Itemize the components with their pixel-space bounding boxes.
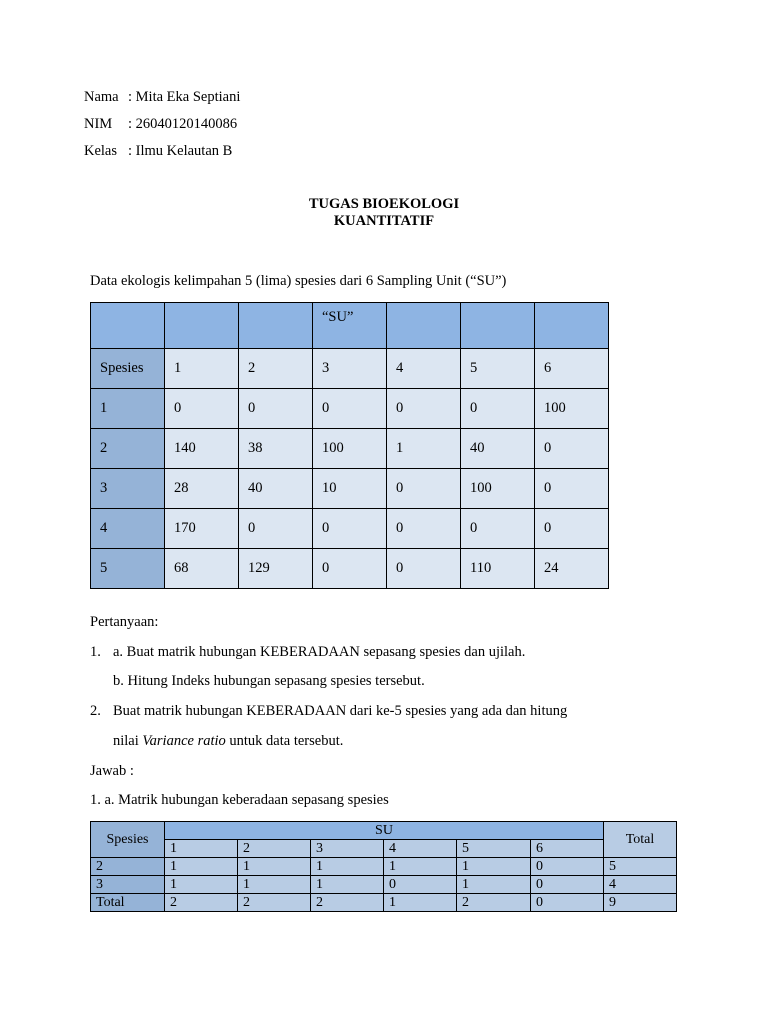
- table-row: 4 170 0 0 0 0 0: [91, 509, 609, 549]
- intro-text: Data ekologis kelimpahan 5 (lima) spesies dari 6 Sampling Unit (“SU”): [90, 273, 507, 289]
- table-header-row: [91, 822, 677, 840]
- title-line-1: TUGAS BIOEKOLOGI: [308, 196, 460, 212]
- su-header: “SU”: [313, 303, 387, 349]
- info-row-nim: [84, 115, 240, 142]
- nama-value: : Mita Eka Septiani: [128, 89, 241, 105]
- table-row: 5 68 129 0 0 110 24: [91, 549, 609, 589]
- nim-label: NIM: [84, 116, 113, 132]
- presence-matrix-table: [90, 821, 677, 912]
- question-1a: 1. a. Buat matrik hubungan KEBERADAAN sepasang spesies dan ujilah.: [90, 644, 526, 660]
- table-subheader-row: 1 2 3 4 5 6: [91, 840, 677, 858]
- question-2-continued: nilai Variance ratio untuk data tersebut.: [113, 733, 344, 749]
- table-row: Total 2 2 2 1 2 0 9: [91, 894, 677, 912]
- kelas-value: : Ilmu Kelautan B: [128, 143, 233, 159]
- table-row: 3 28 40 10 0 100 0: [91, 469, 609, 509]
- questions-heading: Pertanyaan:: [90, 614, 159, 630]
- total-header: Total: [604, 822, 677, 858]
- document-title: [0, 196, 768, 230]
- spesies-header: Spesies: [91, 822, 165, 858]
- info-row-nama: [84, 88, 240, 115]
- table-row: 3 1 1 1 0 1 0 4: [91, 876, 677, 894]
- table-row: 2 140 38 100 1 40 0: [91, 429, 609, 469]
- answer-subheading: 1. a. Matrik hubungan keberadaan sepasang spesies: [90, 792, 389, 808]
- table-row: 2 1 1 1 1 1 0 5: [91, 858, 677, 876]
- answer-heading: Jawab :: [90, 763, 134, 779]
- kelas-label: Kelas: [84, 143, 118, 159]
- question-2-number: 2.: [90, 703, 101, 719]
- table-header-row: [91, 303, 609, 349]
- title-line-2: KUANTITATIF: [333, 213, 435, 229]
- abundance-table: [90, 302, 609, 589]
- nama-label: Nama: [84, 89, 119, 105]
- table-row: 1 0 0 0 0 0 100: [91, 389, 609, 429]
- info-row-kelas: [84, 142, 240, 169]
- question-1b: b. Hitung Indeks hubungan sepasang spesies tersebut.: [113, 673, 425, 689]
- nim-value: : 26040120140086: [128, 116, 238, 132]
- su-header: SU: [165, 822, 604, 840]
- question-2: 2. Buat matrik hubungan KEBERADAAN dari ke-5 spesies yang ada dan hitung: [90, 703, 568, 719]
- student-info: [84, 88, 240, 169]
- table-row: Spesies 1 2 3 4 5 6: [91, 349, 609, 389]
- variance-ratio-term: Variance ratio: [142, 733, 226, 749]
- question-1-number: 1.: [90, 644, 101, 660]
